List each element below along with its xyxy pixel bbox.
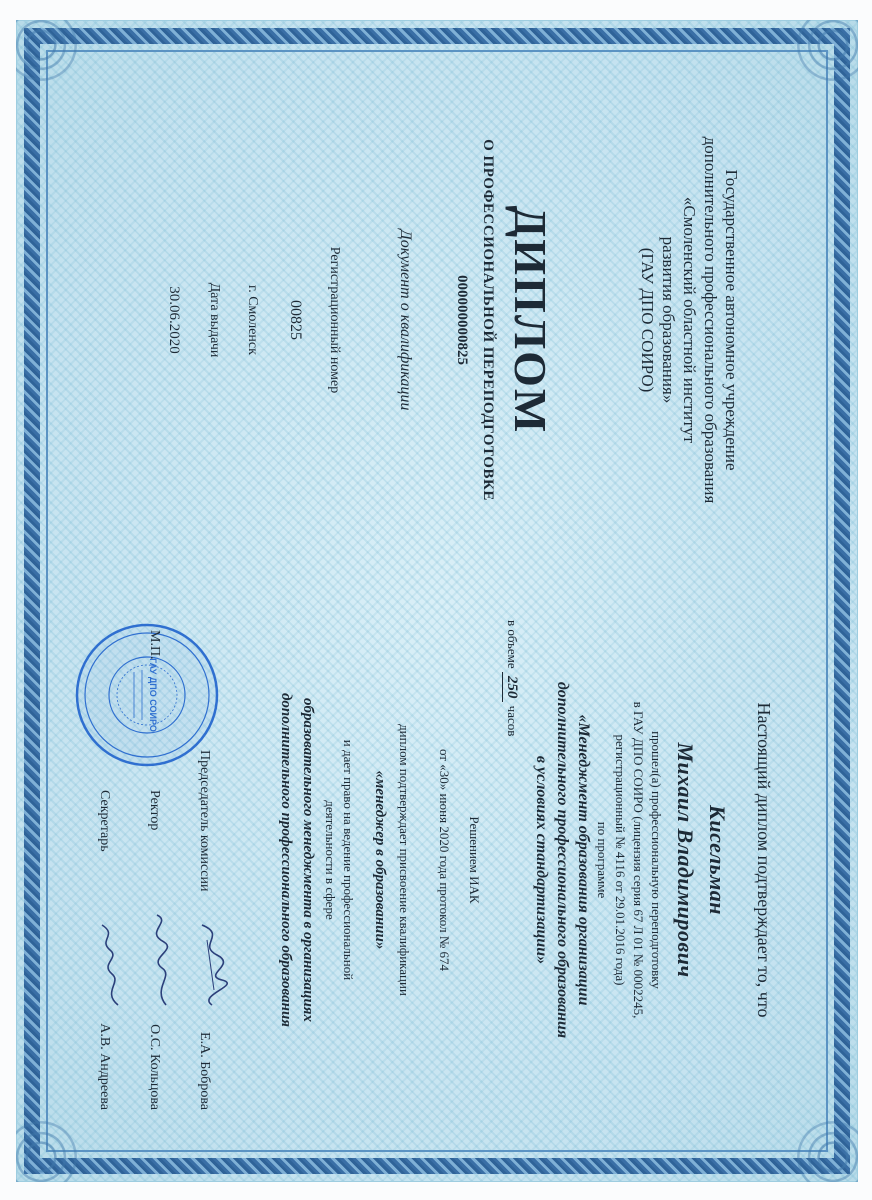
institution-block (637, 60, 742, 580)
volume-suffix: часов (505, 705, 520, 737)
issue-date: 30.06.2020 (166, 286, 182, 354)
by-program-text: по программе (595, 821, 610, 899)
confirms-text: диплом подтверждает присвоение квалификации (397, 724, 412, 996)
institution-line: (ГАУ ДПО СОИРО) (638, 247, 657, 393)
program-line: «Менеджмент образования организации (575, 714, 592, 1006)
chair-role: Председатель комиссии (197, 750, 212, 892)
registration-number: 00825 (287, 300, 304, 340)
rector-signature-icon (140, 910, 182, 1010)
program-line: в условиях стандартизации» (533, 755, 550, 965)
secretary-role: Секретарь (97, 790, 112, 852)
volume-hours: 250 (502, 672, 520, 703)
city: г. Смоленск (245, 285, 260, 355)
right-page (42, 600, 782, 1120)
license-text: в ГАУ ДПО СОИРО (лицензия серия 67 Л 01 № 0002245, (631, 701, 646, 1019)
sphere-line: образовательного менеджмента в организациях (300, 697, 316, 1023)
institution-line: дополнительного профессионального образования (701, 136, 720, 504)
license-text-2: регистрационный № 4116 от 29.01.2016 года) (613, 734, 628, 986)
decision-date: от «30» июня 2020 года протокол № 674 (437, 748, 452, 972)
holder-name: Михаил Владимирович (673, 742, 698, 978)
institution-line: развития образования» (659, 236, 678, 404)
rights-text-2: деятельности в сфере (323, 800, 338, 920)
mp-label: М.П. (147, 630, 162, 660)
secretary-signature-icon (90, 920, 130, 1010)
left-page (62, 60, 782, 580)
stamp-center-text: ГАУ ДПО СОИРО (148, 658, 158, 732)
institution-line: Государственное автономное учреждение (722, 169, 741, 471)
intro-text: Настоящий диплом подтверждает то, что (754, 702, 774, 1018)
chair-name: Е.А. Боброва (197, 1032, 212, 1110)
registration-label: Регистрационный номер (327, 246, 342, 394)
qualification: «менеджер в образовании» (372, 770, 388, 950)
diploma-title: ДИПЛОМ (505, 205, 556, 435)
sphere-line: дополнительного профессионального образования (278, 692, 294, 1028)
rights-text: и дает право на ведение профессиональной (341, 739, 356, 981)
rector-name: О.С. Кольцова (147, 1024, 162, 1110)
program-line: дополнительного профессионального образования (554, 681, 571, 1039)
issue-date-label: Дата выдачи (207, 282, 222, 358)
volume-prefix: в объеме (505, 620, 520, 669)
rector-role: Ректор (147, 790, 162, 831)
decision-text: Решением ИАК (467, 816, 482, 904)
passed-text: прошел(а) профессиональную переподготовку (649, 731, 664, 989)
diploma-subtitle: О ПРОФЕССИОНАЛЬНОЙ ПЕРЕПОДГОТОВКЕ (480, 139, 496, 501)
secretary-name: А.В. Андреева (97, 1023, 112, 1110)
diploma-number: 000000000825 (454, 275, 470, 365)
volume-line (502, 620, 520, 1140)
chair-signature-icon (192, 920, 232, 1010)
holder-surname: Кисельман (705, 805, 730, 915)
document-type: Документ о квалификации (397, 229, 414, 411)
institution-line: «Смоленский областной институт (680, 196, 699, 444)
